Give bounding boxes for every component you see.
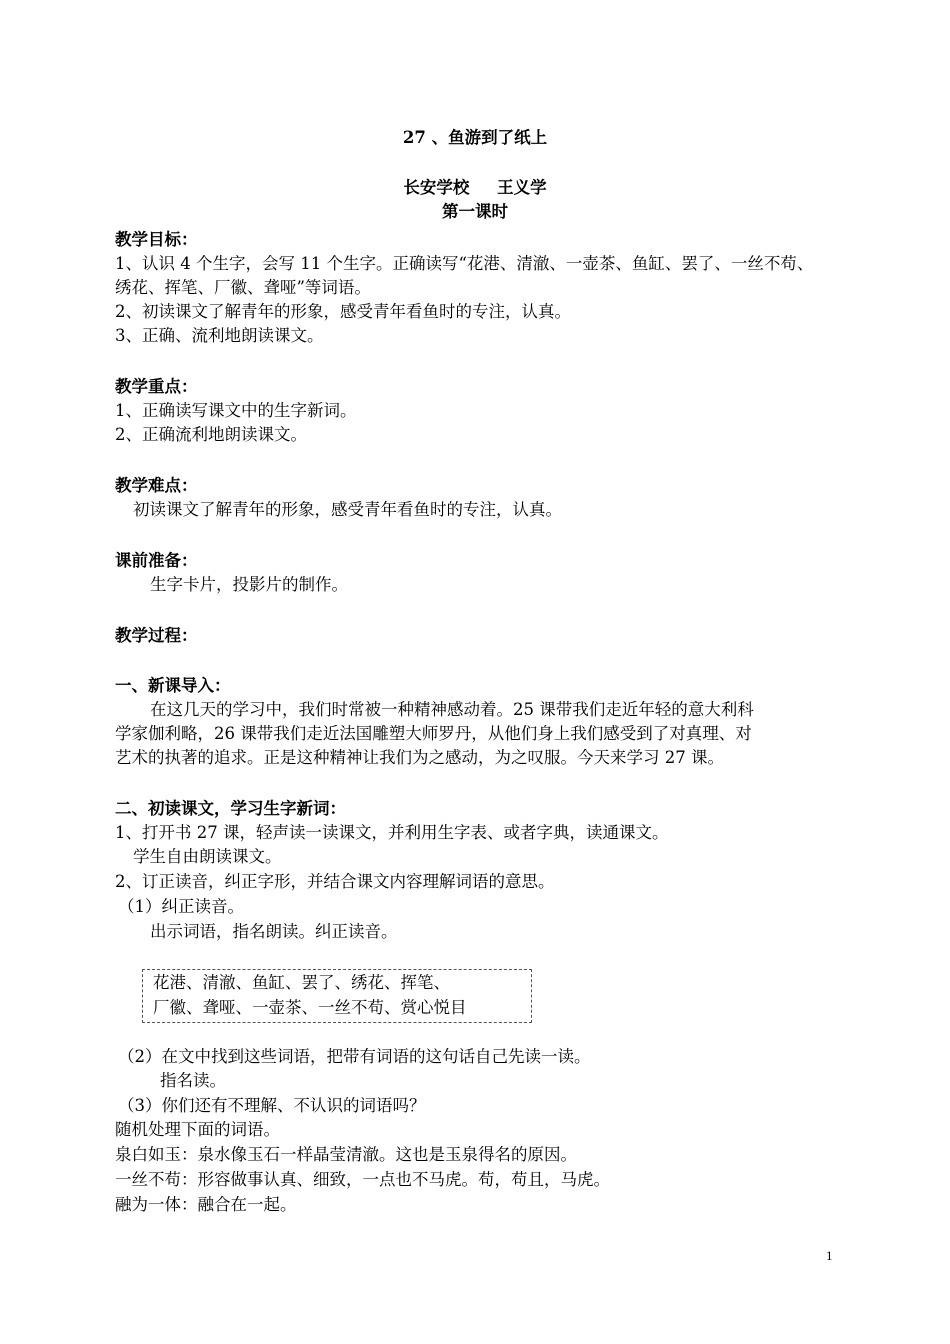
section2-line: 指名读。 [160, 1071, 226, 1090]
section2-line: 融为一体：融合在一起。 [115, 1195, 297, 1214]
section2-line: 一丝不苟：形容做事认真、细致，一点也不马虎。苟，苟且，马虎。 [115, 1170, 610, 1189]
vocabulary-line: 花港、清澈、鱼缸、罢了、绣花、挥笔、 [153, 973, 450, 992]
lesson-period: 第一课时 [442, 202, 508, 221]
key-points-heading: 教学重点： [115, 377, 198, 396]
section2-heading: 二、初读课文，学习生字新词： [115, 799, 346, 818]
key-point-line: 1、正确读写课文中的生字新词。 [115, 401, 357, 420]
preparation-heading: 课前准备： [115, 551, 198, 570]
section2-line: 随机处理下面的词语。 [115, 1120, 280, 1139]
section2-line: 1、打开书 27 课，轻声读一读课文，并利用生字表、或者字典，读通课文。 [115, 823, 669, 842]
preparation-line: 生字卡片，投影片的制作。 [150, 575, 348, 594]
section1-paragraph-line: 艺术的执著的追求。正是这种精神让我们为之感动，为之叹服。今天来学习 27 课。 [115, 748, 724, 767]
process-heading: 教学过程： [115, 626, 198, 645]
objectives-heading: 教学目标： [115, 230, 198, 249]
author-line: 长安学校 王义学 [403, 178, 547, 197]
objective-line: 3、正确、流利地朗读课文。 [115, 326, 324, 345]
vocabulary-box [142, 969, 532, 1023]
objective-line: 绣花、挥笔、厂徽、聋哑”等词语。 [115, 278, 371, 297]
section1-paragraph-line: 在这几天的学习中，我们时常被一种精神感动着。25 课带我们走近年轻的意大利科 [150, 700, 754, 719]
objective-line: 2、初读课文了解青年的形象，感受青年看鱼时的专注，认真。 [115, 302, 571, 321]
difficulty-line: 初读课文了解青年的形象，感受青年看鱼时的专注，认真。 [133, 500, 562, 519]
key-point-line: 2、正确流利地朗读课文。 [115, 425, 307, 444]
section1-paragraph-line: 学家伽利略，26 课带我们走近法国雕塑大师罗丹，从他们身上我们感受到了对真理、对 [115, 724, 752, 743]
document-title: 27 、鱼游到了纸上 [402, 128, 548, 147]
section2-line: （3）你们还有不理解、不认识的词语吗？ [118, 1096, 426, 1115]
section2-line: 2、订正读音，纠正字形，并结合课文内容理解词语的意思。 [115, 872, 555, 891]
page-number: 1 [826, 1248, 833, 1263]
difficulties-heading: 教学难点： [115, 476, 198, 495]
section2-line: （1）纠正读音。 [118, 897, 244, 916]
vocabulary-line: 厂徽、聋哑、一壶茶、一丝不苟、赏心悦目 [153, 998, 467, 1017]
section2-line: 出示词语，指名朗读。纠正读音。 [150, 922, 398, 941]
section1-heading: 一、新课导入： [115, 676, 231, 695]
objective-line: 1、认识 4 个生字，会写 11 个生字。正确读写“花港、清澈、一壶茶、鱼缸、罢了、一丝不苟、 [115, 254, 814, 273]
section2-line: 学生自由朗读课文。 [133, 847, 282, 866]
section2-line: 泉白如玉：泉水像玉石一样晶莹清澈。这也是玉泉得名的原因。 [115, 1145, 577, 1164]
section2-line: （2）在文中找到这些词语，把带有词语的这句话自己先读一读。 [118, 1047, 591, 1066]
